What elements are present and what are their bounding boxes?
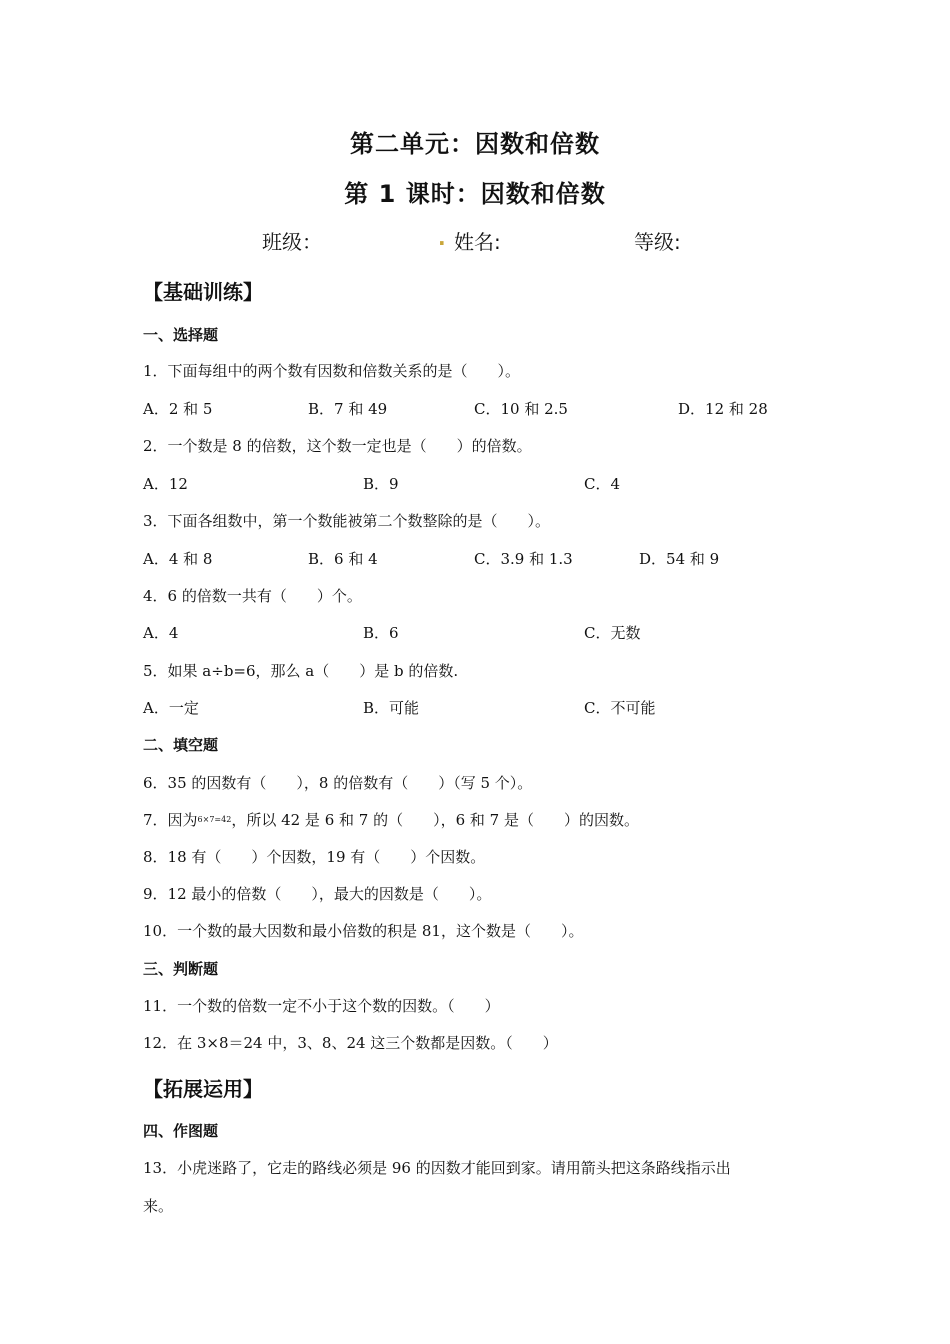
q3-option-d: D．54 和 9	[639, 550, 720, 568]
q4-option-c: C．无数	[584, 624, 641, 642]
q1-option-d: D．12 和 28	[678, 400, 768, 418]
question-7	[143, 809, 639, 830]
section-basic-training: 【基础训练】	[143, 280, 263, 304]
separator-dot: .	[438, 226, 446, 250]
question-12: 12．在 3×8＝24 中，3、8、24 这三个数都是因数。（ ）	[143, 1034, 558, 1052]
question-4: 4．6 的倍数一共有（ ）个。	[143, 587, 362, 605]
q3-option-b: B．6 和 4	[308, 550, 378, 568]
q1-option-a: A．2 和 5	[143, 400, 213, 418]
question-1: 1．下面每组中的两个数有因数和倍数关系的是（ ）。	[143, 362, 521, 380]
part-drawing-heading: 四、作图题	[143, 1122, 219, 1140]
q5-option-a: A．一定	[143, 699, 199, 717]
student-info-row	[0, 226, 950, 256]
question-11: 11．一个数的倍数一定不小于这个数的因数。（ ）	[143, 997, 500, 1015]
question-10: 10．一个数的最大因数和最小倍数的积是 81，这个数是（ ）。	[143, 922, 584, 940]
section-extension: 【拓展运用】	[143, 1077, 263, 1101]
question-8: 8．18 有（ ）个因数，19 有（ ）个因数。	[143, 848, 486, 866]
name-label: 姓名:	[454, 230, 501, 254]
q7-prefix: 7．因为	[143, 811, 198, 829]
question-2: 2．一个数是 8 的倍数，这个数一定也是（ ）的倍数。	[143, 437, 532, 455]
part-fill-blank-heading: 二、填空题	[143, 736, 219, 754]
q2-option-c: C．4	[584, 475, 621, 493]
question-5: 5．如果 a÷b=6，那么 a（ ）是 b 的倍数.	[143, 662, 459, 680]
q1-option-c: C．10 和 2.5	[474, 400, 568, 418]
q7-formula: 6×7=42	[197, 815, 232, 824]
question-3: 3．下面各组数中，第一个数能被第二个数整除的是（ ）。	[143, 512, 551, 530]
q4-option-a: A．4	[143, 624, 179, 642]
question-13-line2: 来。	[143, 1197, 174, 1215]
question-6: 6．35 的因数有（ ），8 的倍数有（ ）（写 5 个）。	[143, 774, 533, 792]
q2-option-b: B．9	[363, 475, 399, 493]
q3-option-c: C．3.9 和 1.3	[474, 550, 573, 568]
q5-option-c: C．不可能	[584, 699, 656, 717]
lesson-title: 第 1 课时：因数和倍数	[344, 180, 606, 208]
unit-title: 第二单元：因数和倍数	[350, 130, 600, 158]
q1-option-b: B．7 和 49	[308, 400, 388, 418]
q7-suffix: ，所以 42 是 6 和 7 的（ ），6 和 7 是（ ）的因数。	[231, 811, 639, 829]
q5-option-b: B．可能	[363, 699, 420, 717]
question-13-line1: 13．小虎迷路了，它走的路线必须是 96 的因数才能回到家。请用箭头把这条路线指示出	[143, 1159, 731, 1177]
q3-option-a: A．4 和 8	[143, 550, 213, 568]
class-label: 班级：	[262, 230, 322, 254]
question-9: 9．12 最小的倍数（ ），最大的因数是（ ）。	[143, 885, 492, 903]
q4-option-b: B．6	[363, 624, 399, 642]
part-multiple-choice-heading: 一、选择题	[143, 326, 219, 344]
part-true-false-heading: 三、判断题	[143, 960, 219, 978]
grade-label: 等级:	[634, 230, 681, 254]
q2-option-a: A．12	[143, 475, 188, 493]
